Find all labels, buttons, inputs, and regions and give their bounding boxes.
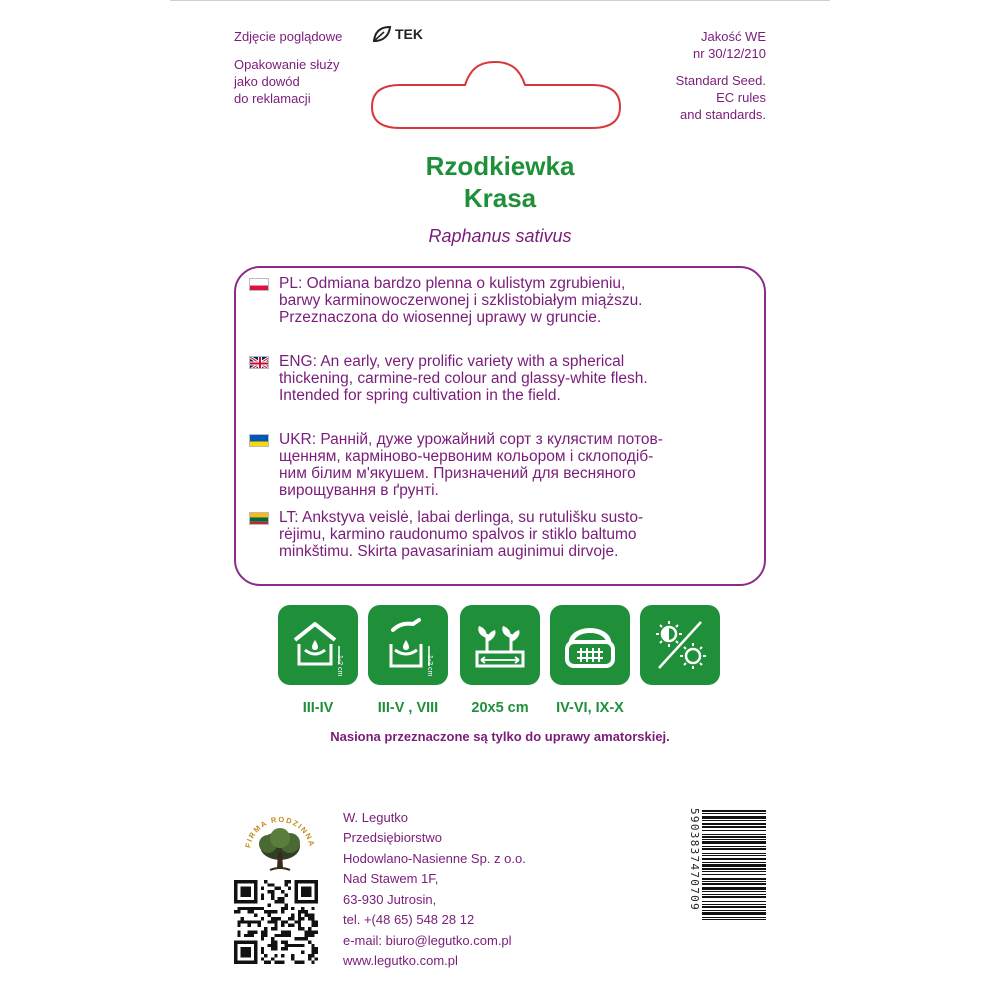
leaf-icon [372,26,392,42]
description-line: UKR: Ранній, дуже урожайний сорт з кулястим потов- [279,431,663,448]
description-pl [246,275,766,335]
complaint-note-line: do reklamacji [234,91,311,106]
standard-line: EC rules [716,90,766,105]
top-edge-line [170,0,830,1]
standard-note [676,72,766,123]
description-lt [246,509,766,569]
description-line: вирощування в ґрунті. [279,482,439,499]
family-firm-logo [240,808,320,878]
barcode-number: 5903837470709 [688,808,701,911]
address-line: W. Legutko [343,810,409,825]
description-line: thickening, carmine-red colour and glassy-white flesh. [279,370,648,387]
address-line: 63-930 Jutrosin, [343,892,437,907]
greenhouse-sowing-icon [278,605,358,685]
packet-window-outline [370,60,622,130]
description-line: ENG: An early, very prolific variety with a spherical [279,353,625,370]
quality-line: Jakość WE [700,29,766,44]
description-line: barwy karminowoczerwonej i szklistobiałym miąższu. [279,292,643,309]
description-line: Przeznaczona do wiosennej uprawy w gruncie. [279,309,602,326]
description-line: LT: Ankstyva veislė, labai derlinga, su rutulišku susto- [279,509,644,526]
address-line: Hodowlano-Nasienne Sp. z o.o. [343,851,526,866]
sun-position-icon [640,605,720,685]
description-line: ним білим м'якушем. Призначений для весняного [279,465,636,482]
product-title [0,150,1000,214]
complaint-note-line: Opakowanie służy [234,57,340,72]
qr-code[interactable] [234,880,318,964]
uk-flag-icon [249,356,269,369]
tek-label: TEK [395,26,423,42]
product-name-line1: Rzodkiewka [425,151,575,181]
description-line: Intended for spring cultivation in the field. [279,387,561,404]
lithuania-flag-icon [249,512,269,525]
description-line: rėjimu, karmino raudonumo spalvos ir stiklo baltumo [279,526,637,543]
complaint-note-line: jako dowód [234,74,300,89]
spacing-icon [460,605,540,685]
depth-label: 1-2 cm [426,655,433,677]
complaint-note [234,56,340,107]
standard-line: and standards. [679,107,766,122]
quality-note [693,28,766,62]
address-line: Przedsiębiorstwo [343,830,442,845]
amateur-use-note: Nasiona przeznaczone są tylko do uprawy amatorskiej. [330,729,670,744]
icon-label: 20x5 cm [471,700,529,716]
illustrative-photo-note: Zdjęcie poglądowe [234,29,343,44]
description-line: minkštimu. Skirta pavasariniam auginimui dirvoje. [279,543,619,560]
phone-line: tel. +(48 65) 548 28 12 [343,912,475,927]
description-eng [246,353,766,413]
standard-line: Standard Seed. [675,73,766,88]
website-link[interactable]: www.legutko.com.pl [343,953,458,968]
harvest-basket-icon [550,605,630,685]
latin-name: Raphanus sativus [428,226,572,246]
email-link[interactable]: e-mail: biuro@legutko.com.pl [343,933,512,948]
description-line: щенням, карміново-червоним кольором і склоподіб- [279,448,654,465]
product-name-line2: Krasa [463,183,537,213]
description-line: PL: Odmiana bardzo plenna o kulistym zgrubieniu, [279,275,626,292]
address-line: Nad Stawem 1F, [343,871,439,886]
logo-text: FIRMA RODZINNA [243,814,317,849]
poland-flag-icon [249,278,269,291]
icon-label: IV-VI, IX-X [556,700,624,716]
icon-label: III-IV [302,700,334,716]
icon-label: III-V , VIII [377,700,439,716]
ukraine-flag-icon [249,434,269,447]
quality-line: nr 30/12/210 [692,46,766,61]
description-ukr [246,431,766,507]
field-sowing-icon [368,605,448,685]
tek-badge [372,26,423,42]
depth-label: 1-2 cm [336,655,343,677]
